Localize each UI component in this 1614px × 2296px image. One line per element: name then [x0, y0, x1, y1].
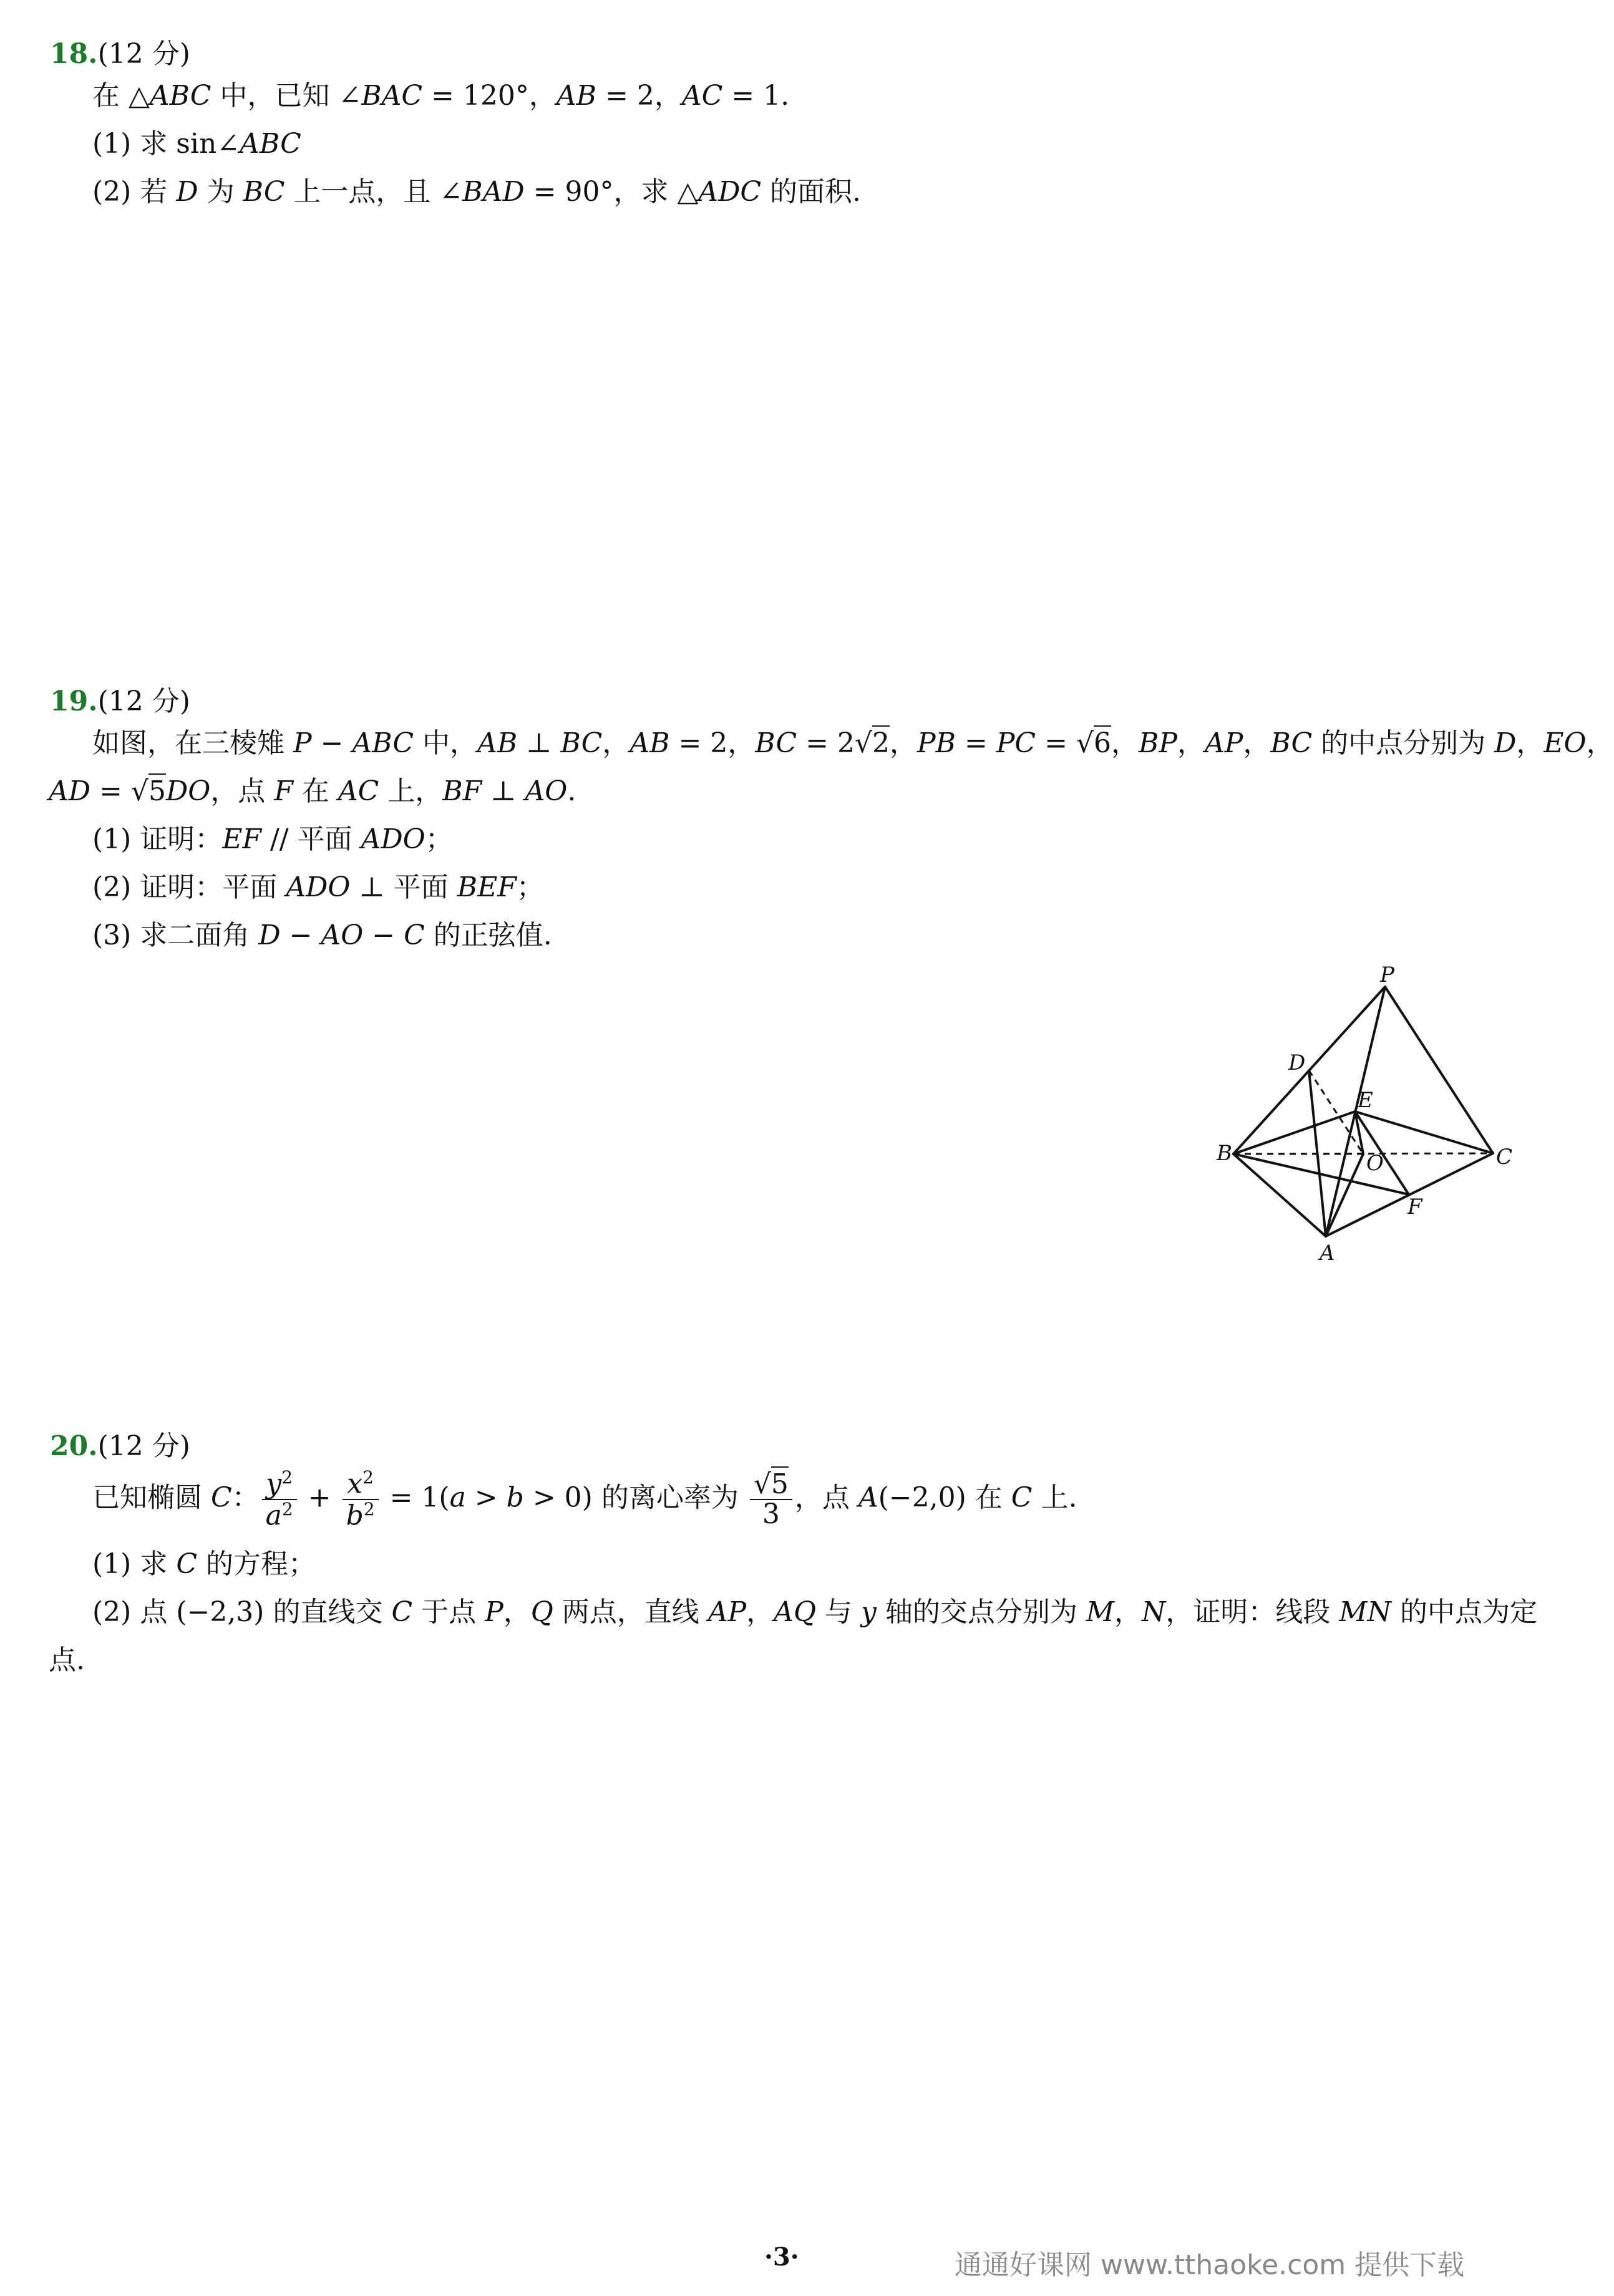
text: ，: [1114, 1596, 1142, 1628]
sqrt-sign: √: [1076, 727, 1094, 759]
math: F: [274, 775, 293, 807]
label-D: D: [1288, 1050, 1306, 1075]
math: AP: [707, 1596, 747, 1628]
math: ADO: [361, 823, 425, 855]
text: 的中点为定: [1391, 1596, 1537, 1628]
text: (1) 证明：: [92, 823, 223, 855]
math: y: [861, 1596, 877, 1628]
math: b: [346, 1499, 364, 1532]
label-P: P: [1380, 962, 1394, 987]
text: (1) 求 sin∠: [92, 128, 240, 160]
text: = 2: [797, 727, 855, 759]
math: AQ: [774, 1596, 817, 1628]
exponent: 2: [363, 1498, 375, 1519]
text: ⊥: [517, 727, 561, 759]
text: 的方程；: [197, 1548, 316, 1580]
text: 点.: [49, 1644, 85, 1676]
text: = 2，: [596, 80, 682, 112]
text: 已知椭圆: [92, 1481, 211, 1514]
math: ABC: [240, 128, 301, 160]
text: 两点，直线: [553, 1596, 708, 1628]
label-F: F: [1407, 1194, 1422, 1219]
math: D − AO − C: [258, 919, 425, 951]
math: BC: [560, 727, 603, 759]
label-A: A: [1320, 1241, 1335, 1266]
text: ⊥ 平面: [350, 871, 457, 903]
text: >: [465, 1481, 507, 1514]
text: ，点: [794, 1481, 858, 1514]
math: a: [449, 1481, 466, 1514]
sqrt-radicand: 2: [872, 725, 890, 759]
question-number: 18.: [50, 38, 98, 70]
label-E: E: [1358, 1088, 1373, 1113]
question-18-header: [50, 31, 190, 71]
text: ；: [425, 823, 453, 855]
math: BC: [755, 727, 797, 759]
math: M: [1086, 1596, 1114, 1628]
text: 轴的交点分别为: [876, 1596, 1086, 1628]
text: ；: [516, 871, 544, 903]
text: ，: [1586, 727, 1614, 759]
text: ，: [602, 727, 630, 759]
math: BC: [1270, 727, 1313, 759]
math: D: [1494, 727, 1517, 759]
text: 为: [198, 176, 243, 208]
math: EF: [222, 823, 261, 855]
label-C: C: [1496, 1145, 1513, 1170]
watermark: 通通好课网 www.tthaoke.com 提供下载: [955, 2249, 1465, 2281]
sqrt-sign: √: [753, 1468, 771, 1500]
sqrt-radicand: 6: [1094, 725, 1111, 759]
text: > 0) 的离心率为: [523, 1481, 747, 1514]
math: AB: [477, 727, 518, 759]
edge-EC: [1355, 1112, 1493, 1153]
math: C: [391, 1596, 413, 1628]
text: (−2,0) 在: [878, 1481, 1011, 1514]
label-O: O: [1366, 1151, 1384, 1176]
text: 在: [293, 775, 338, 807]
text: (3) 求二面角: [92, 919, 259, 951]
text: (2) 若: [92, 176, 177, 208]
fraction-sqrt5-3: [750, 1470, 792, 1529]
text: (1) 求: [92, 1548, 177, 1580]
text: ，: [1111, 727, 1139, 759]
text: ，: [890, 727, 918, 759]
edge-PC: [1385, 987, 1493, 1153]
math: AP: [1204, 727, 1243, 759]
question-20-part-2: [92, 1596, 1537, 1629]
text: ，: [1243, 727, 1271, 759]
text: = 2，: [669, 727, 756, 759]
text: ，: [1177, 727, 1205, 759]
question-score: (12 分): [97, 685, 190, 717]
math: DO: [165, 775, 211, 807]
sqrt-sign: √: [130, 775, 148, 807]
question-20-part-2-continued: [49, 1644, 85, 1677]
math: PB: [917, 727, 956, 759]
text: 在 △: [92, 80, 150, 112]
math: C: [211, 1481, 232, 1514]
question-18-part-2: [92, 176, 861, 209]
math: BC: [243, 176, 285, 208]
text: 的中点分别为: [1312, 727, 1495, 759]
text: 上，: [379, 775, 443, 807]
text: 上.: [1032, 1481, 1077, 1514]
math: C: [1011, 1481, 1033, 1514]
question-20-stem: [92, 1468, 1077, 1531]
text: = 1(: [381, 1481, 450, 1514]
edge-OA: [1326, 1154, 1363, 1236]
text: 的正弦值.: [424, 919, 552, 951]
text: 于点: [412, 1596, 485, 1628]
text: =: [1036, 727, 1076, 759]
math: b: [506, 1481, 524, 1514]
question-score: (12 分): [97, 38, 190, 70]
math: Q: [530, 1596, 553, 1628]
text: 中，: [414, 727, 478, 759]
math: ADO: [286, 871, 351, 903]
math: ADC: [698, 176, 762, 208]
text: 的面积.: [761, 176, 861, 208]
text: ⊥: [482, 775, 525, 807]
text: // 平面: [261, 823, 361, 855]
text: ，证明：线段: [1165, 1596, 1339, 1628]
math: P − ABC: [293, 727, 414, 759]
math: AD: [49, 775, 91, 807]
exponent: 2: [281, 1498, 293, 1519]
math: AO: [525, 775, 568, 807]
question-19-stem-line-1: [92, 727, 1614, 760]
math: C: [176, 1548, 197, 1580]
text: = 1.: [722, 80, 790, 112]
math: AB: [630, 727, 670, 759]
text: = 90°，求 △: [524, 176, 699, 208]
math: BEF: [457, 871, 517, 903]
text: =: [955, 727, 996, 759]
math: D: [176, 176, 198, 208]
math: A: [858, 1481, 878, 1514]
question-number: 20.: [50, 1430, 98, 1462]
math: AB: [556, 80, 596, 112]
math: EO: [1544, 727, 1587, 759]
edge-BA: [1233, 1154, 1326, 1236]
math: BAD: [462, 176, 525, 208]
math: y: [266, 1468, 282, 1500]
math: AC: [338, 775, 379, 807]
text: ，点: [210, 775, 275, 807]
text: (2) 点 (−2,3) 的直线交: [92, 1596, 392, 1628]
math: x: [347, 1468, 363, 1500]
math: BF: [442, 775, 482, 807]
math: MN: [1339, 1596, 1391, 1628]
question-18-part-1: [92, 128, 301, 161]
label-B: B: [1217, 1141, 1232, 1166]
sqrt-sign: √: [854, 727, 873, 759]
exponent: 2: [362, 1467, 374, 1488]
question-19-part-1: [92, 823, 453, 856]
text: ，: [503, 1596, 531, 1628]
text: = 120°，: [422, 80, 557, 112]
sqrt-radicand: 5: [148, 773, 166, 807]
math: N: [1141, 1596, 1166, 1628]
text: ，: [1516, 727, 1544, 759]
question-19-header: [50, 679, 190, 719]
exponent: 2: [281, 1467, 293, 1488]
text: 如图，在三棱雉: [92, 727, 293, 759]
question-score: (12 分): [97, 1430, 190, 1462]
math: AC: [681, 80, 723, 112]
math: PC: [996, 727, 1036, 759]
text: 中，已知 ∠: [211, 80, 362, 112]
text: (2) 证明：平面: [92, 871, 286, 903]
question-19-part-2: [92, 871, 544, 904]
math: P: [485, 1596, 503, 1628]
text: =: [90, 775, 131, 807]
math: BAC: [361, 80, 423, 112]
text: .: [567, 775, 576, 807]
fraction-x2-b2: [343, 1468, 379, 1531]
text: 上一点，且 ∠: [284, 176, 463, 208]
question-number: 19.: [50, 685, 98, 717]
question-20-part-1: [92, 1548, 316, 1581]
sqrt-radicand: 5: [771, 1466, 789, 1500]
text: 与: [816, 1596, 862, 1628]
question-19-stem-line-2: [49, 775, 576, 808]
text: ，: [746, 1596, 774, 1628]
math: a: [265, 1499, 282, 1532]
page-number: ·3·: [764, 2242, 799, 2272]
question-19-part-3: [92, 919, 552, 952]
math: ABC: [149, 80, 211, 112]
text: ：: [231, 1481, 260, 1514]
pyramid-figure: [1217, 962, 1516, 1266]
denominator: 3: [762, 1498, 780, 1530]
math: BP: [1138, 727, 1177, 759]
text: +: [299, 1481, 340, 1514]
question-18-stem: [92, 80, 789, 113]
fraction-y2-a2: [262, 1468, 297, 1531]
question-20-header: [50, 1423, 190, 1463]
